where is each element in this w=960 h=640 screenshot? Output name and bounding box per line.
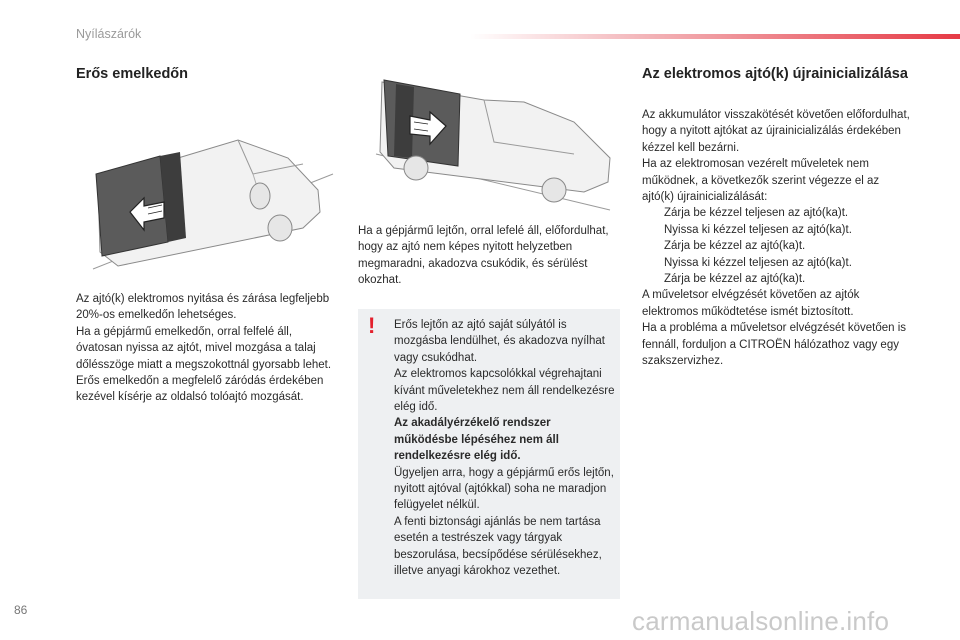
- list-item: Zárja be kézzel teljesen az ajtó(ka)t.: [664, 207, 849, 220]
- downhill-text: Ha a gépjármű lejtőn, orral lefelé áll, előfordulhat, hogy az ajtó nem képes nyitott helyzetben megmaradni, akadozva csukódik, és sérülést okozhat.: [358, 225, 609, 287]
- uphill-title: Erős emelkedőn: [76, 66, 189, 82]
- reinit-intro-2: Ha az elektromosan vezérelt műveletek nem működnek, a következők szerint végezze el az ajtó(k) újrainicializálását:: [642, 158, 880, 204]
- warning-icon: !: [368, 313, 376, 338]
- reinit-outro-2: Ha a probléma a műveletsor elvégzését követően is fennáll, forduljon a CITROËN hálózathoz vagy egy szakszervizhez.: [642, 322, 907, 368]
- reinit-steps-list: [642, 205, 910, 287]
- van-uphill-illustration: [88, 134, 338, 274]
- warning-paragraph-1: Erős lejtőn az ajtó saját súlyától is mozgásba lendülhet, és akadozva nyílhat vagy csukódhat.: [394, 319, 605, 364]
- list-item: Zárja be kézzel az ajtó(ka)t.: [664, 240, 806, 253]
- warning-paragraph-5: A fenti biztonsági ajánlás be nem tartása esetén a testrészek vagy tárgyak beszorulása, becsípődése sérülésekhez, illetve anyagi károkhoz vezethet.: [394, 515, 602, 578]
- reinit-text: [642, 107, 910, 370]
- list-item: Nyissa ki kézzel teljesen az ajtó(ka)t.: [664, 223, 852, 236]
- page-number: 86: [14, 603, 28, 617]
- warning-text: [394, 317, 616, 580]
- uphill-paragraph-3: Erős emelkedőn a megfelelő záródás érdekében kezével kísérje az oldalsó tolóajtó mozgását.: [76, 375, 324, 404]
- uphill-text: [76, 291, 338, 406]
- list-item: Nyissa ki kézzel teljesen az ajtó(ka)t.: [664, 256, 852, 269]
- uphill-paragraph-1: Az ajtó(k) elektromos nyitása és zárása legfeljebb 20%-os emelkedőn lehetséges.: [76, 293, 330, 322]
- reinit-title: Az elektromos ajtó(k) újrainicializálása: [642, 66, 908, 82]
- header-accent-bar: [470, 34, 960, 39]
- watermark: carmanualsonline.info: [632, 606, 890, 636]
- section-header: Nyílászárók: [76, 27, 142, 41]
- warning-paragraph-4: Ügyeljen arra, hogy a gépjármű erős lejtőn, nyitott ajtóval (ajtókkal) soha ne maradjon felügyelet nélkül.: [394, 466, 614, 512]
- list-item: Zárja be kézzel az ajtó(ka)t.: [664, 273, 806, 286]
- warning-box: [358, 309, 620, 599]
- uphill-paragraph-2: Ha a gépjármű emelkedőn, orral felfelé áll, óvatosan nyissa az ajtót, mivel mozgása a talaj dőlésszöge miatt a megszokottnál gyorsabb lehet.: [76, 325, 332, 371]
- reinit-outro-1: A műveletsor elvégzését követően az ajtók elektromos működtetése ismét biztosított.: [642, 289, 860, 318]
- van-downhill-illustration: [374, 72, 614, 212]
- warning-paragraph-3: Az akadályérzékelő rendszer működésbe lépéséhez nem áll rendelkezésre elég idő.: [394, 417, 559, 463]
- reinit-intro: Az akkumulátor visszakötését követően előfordulhat, hogy a nyitott ajtókat az újrainicializálás érdekében kézzel kell bezárni.: [642, 109, 910, 154]
- warning-paragraph-2: Az elektromos kapcsolókkal végrehajtani kívánt műveletekhez nem áll rendelkezésre elég idő.: [394, 368, 615, 414]
